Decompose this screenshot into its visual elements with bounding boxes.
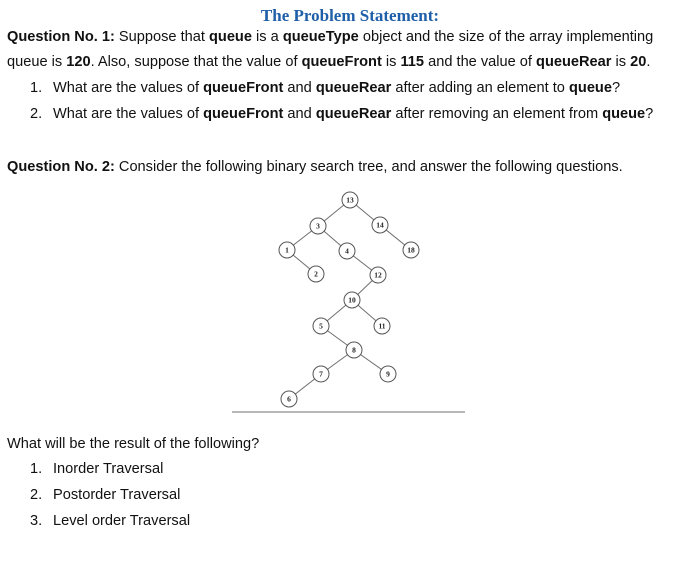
svg-text:13: 13 bbox=[346, 195, 354, 205]
svg-text:7: 7 bbox=[319, 369, 323, 379]
svg-text:3: 3 bbox=[316, 221, 320, 231]
tree-node bbox=[339, 243, 355, 259]
svg-text:14: 14 bbox=[376, 220, 384, 230]
svg-text:4: 4 bbox=[345, 246, 349, 256]
traversal-item: 2. Postorder Traversal bbox=[30, 487, 181, 503]
svg-text:8: 8 bbox=[352, 345, 356, 355]
tree-node bbox=[308, 266, 324, 282]
tree-node bbox=[281, 391, 297, 407]
tree-node bbox=[346, 342, 362, 358]
svg-text:18: 18 bbox=[407, 245, 415, 255]
tree-node bbox=[380, 366, 396, 382]
tree-node bbox=[342, 192, 358, 208]
tree-node bbox=[313, 366, 329, 382]
question-1-paragraph: Question No. 1: Suppose that queue is a queueType object and the size of the array implementing queue is 120. Also, suppose that the value of queueFront is 115 and the value of queueRear is 20. bbox=[7, 29, 654, 70]
svg-text:6: 6 bbox=[287, 394, 291, 404]
problem-statement-title: The Problem Statement: bbox=[260, 6, 440, 25]
tree-node bbox=[403, 242, 419, 258]
traversal-item: 3. Level order Traversal bbox=[30, 513, 191, 529]
svg-text:5: 5 bbox=[319, 321, 323, 331]
question-2-label: Question No. 2: bbox=[7, 159, 115, 175]
question-1-label: Question No. 1: bbox=[7, 29, 115, 45]
question-2-paragraph: Question No. 2: Consider the following binary search tree, and answer the following questions. bbox=[7, 159, 623, 175]
svg-text:10: 10 bbox=[348, 295, 356, 305]
tree-node bbox=[310, 218, 326, 234]
question-1-item: 2. What are the values of queueFront and queueRear after removing an element from queue? bbox=[30, 106, 654, 122]
traversal-item: 1. Inorder Traversal bbox=[30, 461, 164, 477]
tree-node bbox=[372, 217, 388, 233]
tree-node bbox=[344, 292, 360, 308]
svg-text:12: 12 bbox=[374, 270, 382, 280]
tree-node bbox=[370, 267, 386, 283]
svg-text:11: 11 bbox=[378, 321, 386, 331]
tree-node bbox=[279, 242, 295, 258]
tree-node bbox=[374, 318, 390, 334]
traversal-list bbox=[30, 456, 190, 534]
tree-node bbox=[313, 318, 329, 334]
svg-text:2: 2 bbox=[314, 269, 318, 279]
followup-question: What will be the result of the following? bbox=[7, 436, 260, 452]
question-1-item: 1. What are the values of queueFront and queueRear after adding an element to queue? bbox=[30, 80, 621, 96]
svg-text:9: 9 bbox=[386, 369, 390, 379]
svg-text:1: 1 bbox=[285, 245, 289, 255]
